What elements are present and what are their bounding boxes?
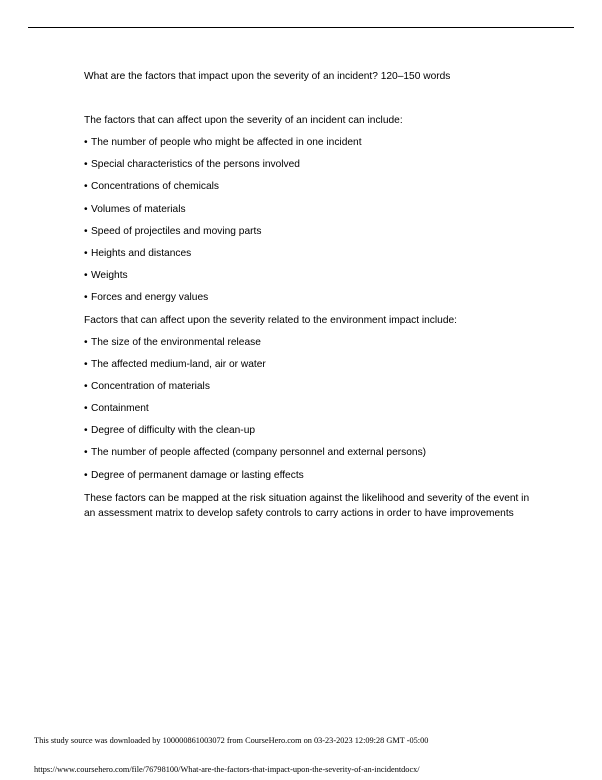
bullet-dot-icon: •	[84, 292, 88, 304]
bullet-text: The number of people who might be affected in one incident	[91, 137, 362, 148]
bullet-item	[84, 136, 534, 149]
bullet-text: The number of people affected (company personnel and external persons)	[91, 447, 427, 459]
bullet-dot-icon: •	[84, 247, 88, 259]
bullet-item	[84, 291, 534, 304]
bullet-dot-icon: •	[84, 225, 88, 237]
bullet-text: The size of the environmental release	[91, 336, 261, 348]
bullet-item	[84, 158, 534, 171]
bullet-dot-icon: •	[84, 203, 88, 215]
bullet-text: Degree of permanent damage or lasting effects	[91, 469, 304, 481]
bullet-dot-icon: •	[84, 380, 88, 392]
bullet-text: Concentration of materials	[91, 380, 210, 392]
bullet-dot-icon: •	[84, 137, 88, 148]
bullet-text: Heights and distances	[91, 247, 192, 259]
header-divider	[28, 27, 574, 28]
question-heading: What are the factors that impact upon the severity of an incident? 120–150 words	[84, 71, 451, 82]
bullet-item	[84, 203, 534, 216]
bullet-dot-icon: •	[84, 447, 88, 459]
bullet-item	[84, 336, 534, 349]
bullet-dot-icon: •	[84, 336, 88, 348]
closing-paragraph: These factors can be mapped at the risk situation against the likelihood and severity of the event in an assessment matrix to develop safety controls to carry actions in order to have improvements	[84, 492, 530, 519]
bullet-item	[84, 247, 534, 260]
bullet-text: Forces and energy values	[91, 292, 209, 304]
bullet-text: Degree of difficulty with the clean-up	[91, 425, 256, 437]
bullet-item	[84, 469, 534, 482]
incident-factors-list	[84, 136, 534, 304]
bullet-item	[84, 269, 534, 282]
bullet-text: Weights	[91, 270, 128, 282]
bullet-dot-icon: •	[84, 270, 88, 282]
bullet-item	[84, 380, 534, 393]
bullet-dot-icon: •	[84, 181, 88, 193]
bullet-item	[84, 424, 534, 437]
bullet-text: Containment	[91, 403, 149, 415]
bullet-item	[84, 180, 534, 193]
document-body	[84, 70, 534, 521]
bullet-item	[84, 358, 534, 371]
bullet-text: Volumes of materials	[91, 203, 186, 215]
environment-intro-paragraph: Factors that can affect upon the severity related to the environment impact include:	[84, 314, 457, 326]
footer-source-note: This study source was downloaded by 100000861003072 from CourseHero.com on 03-23-2023 12:09:28 GMT -05:00	[34, 736, 429, 745]
bullet-text: Speed of projectiles and moving parts	[91, 225, 262, 237]
bullet-dot-icon: •	[84, 425, 88, 437]
bullet-dot-icon: •	[84, 469, 88, 481]
bullet-text: The affected medium-land, air or water	[91, 358, 266, 370]
bullet-text: Special characteristics of the persons involved	[91, 159, 300, 171]
bullet-dot-icon: •	[84, 159, 88, 171]
bullet-dot-icon: •	[84, 403, 88, 415]
footer-url[interactable]: https://www.coursehero.com/file/76798100/What-are-the-factors-that-impact-upon-the-severity-of-an-incidentdocx/	[34, 765, 420, 774]
bullet-item	[84, 402, 534, 415]
bullet-dot-icon: •	[84, 358, 88, 370]
intro-paragraph: The factors that can affect upon the severity of an incident can include:	[84, 115, 403, 126]
bullet-text: Concentrations of chemicals	[91, 181, 219, 193]
bullet-item	[84, 225, 534, 238]
bullet-item	[84, 446, 534, 459]
environment-factors-list	[84, 336, 534, 482]
